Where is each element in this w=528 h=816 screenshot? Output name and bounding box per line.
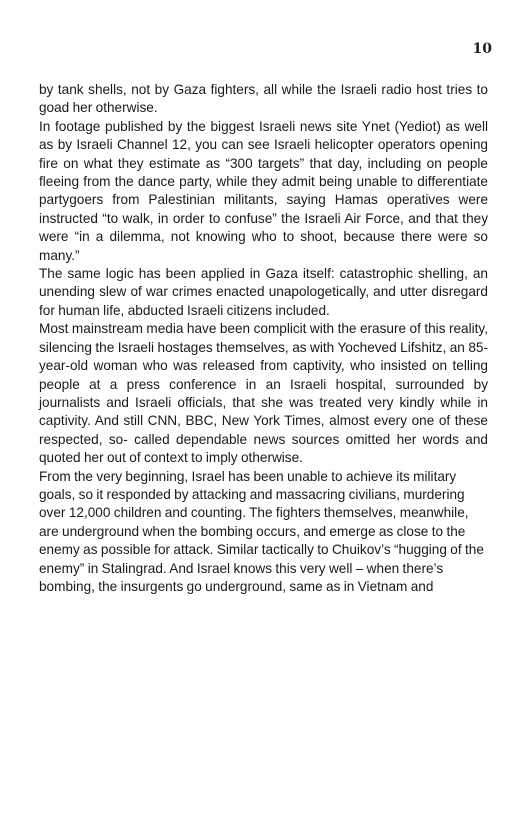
paragraph-4: Most mainstream media have been complicit with the erasure of this reality, silencing the Israeli hostages themselves, as with Yocheved Lifshitz, an 85-year-old woman who was released from captivity, who insisted on telling people at a press conference in an Israeli hospital, surrounded by journalists and Israeli officials, that she was treated very kindly while in captivity. And still CNN, BBC, New York Times, almost every one of these respected, so- called dependable news sources omitted her words and quoted her out of context to imply otherwise. bbox=[39, 321, 488, 466]
page-number: 10 bbox=[472, 41, 492, 57]
paragraph-2: In footage published by the biggest Israeli news site Ynet (Yediot) as well as by Israeli Channel 12, you can see Israeli helicopter operators opening fire on what they estimate as “300 targets” that day, including on people fleeing from the dance party, while they admit being unable to differentiate partygoers from Palestinian militants, saying Hamas operatives were instructed “to walk, in order to confuse” the Israeli Air Force, and that they were “in a dilemma, not knowing who to shoot, because there were so many.” bbox=[39, 118, 488, 263]
body-text bbox=[39, 81, 488, 596]
paragraph-3: The same logic has been applied in Gaza itself: catastrophic shelling, an unending slew of war crimes enacted unapologetically, and utter disregard for human life, abducted Israeli citizens included. bbox=[39, 266, 488, 318]
paragraph-1: by tank shells, not by Gaza fighters, all while the Israeli radio host tries to goad her otherwise. bbox=[39, 82, 488, 116]
paragraph-5: From the very beginning, Israel has been unable to achieve its military goals, so it responded by attacking and massacring civilians, murdering over 12,000 children and counting. The fighters themselves, meanwhile, are underground when the bombing occurs, and emerge as close to the enemy as possible for attack. Similar tactically to Chuikov’s “hugging of the enemy” in Stalingrad. And Israel knows this very well – when there’s bombing, the insurgents go underground, same as in Vietnam and bbox=[39, 468, 484, 594]
